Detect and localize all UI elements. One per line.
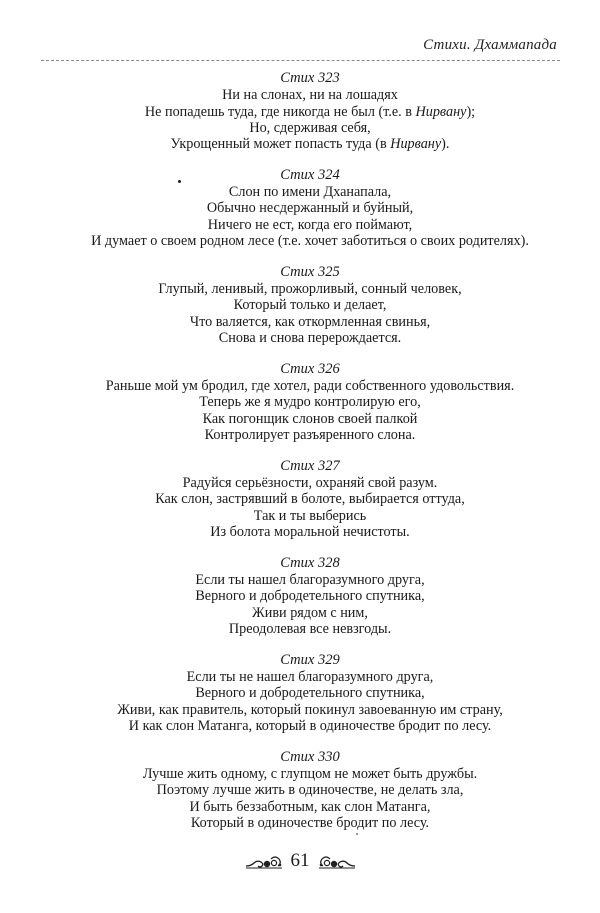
page-footer — [0, 848, 600, 878]
verse-line — [60, 136, 560, 152]
verse-line: Радуйся серьёзности, охраняй свой разум. — [182, 475, 438, 492]
verse-line: Как слон, застрявший в болоте, выбирается оттуда, — [155, 491, 465, 508]
verse-line: Снова и снова перерождается. — [218, 330, 402, 347]
verse-block — [60, 70, 560, 152]
verse-line-text: Укрощенный может попасть туда (в — [170, 136, 391, 153]
print-speck — [356, 833, 358, 835]
verse-line: Но, сдерживая себя, — [249, 119, 371, 136]
verse-title: Стих 326 — [280, 360, 340, 377]
running-header: Стихи. Дхаммапада — [423, 37, 557, 53]
verse-line: Который только и делает, — [233, 297, 387, 314]
verse-line: Если ты нашел благоразумного друга, — [195, 572, 425, 589]
verse-block — [60, 555, 560, 637]
verse-line: Глупый, ленивый, прожорливый, сонный человек, — [158, 281, 462, 298]
verse-line: И быть беззаботным, как слон Матанга, — [189, 798, 431, 815]
verse-line: Обычно несдержанный и буйный, — [206, 200, 414, 217]
verse-line: Живи рядом с ним, — [252, 604, 368, 621]
verse-block — [60, 458, 560, 540]
verse-line: Поэтому лучше жить в одиночестве, не делать зла, — [156, 782, 464, 799]
verse-line: Как погонщик слонов своей палкой — [202, 410, 418, 427]
verse-line: Что валяется, как откормленная свинья, — [189, 313, 431, 330]
right-ornament-icon — [318, 854, 356, 870]
verse-line: Так и ты выберись — [253, 507, 367, 524]
verse-title: Стих 324 — [280, 166, 340, 183]
verse-title: Стих 328 — [280, 554, 340, 571]
verse-line-emphasis: Нирвану — [415, 103, 467, 120]
verse-title: Стих 325 — [280, 263, 340, 280]
verse-line: Лучше жить одному, с глупцом не может быть дружбы. — [142, 766, 478, 783]
verse-line: Слон по имени Дханапала, — [228, 184, 392, 201]
verse-block — [60, 652, 560, 734]
verse-line: Из болота моральной нечистоты. — [210, 524, 410, 541]
verse-line — [60, 104, 560, 120]
verse-line: И думает о своем родном лесе (т.е. хочет заботиться о своих родителях). — [91, 233, 529, 250]
verse-line: Преодолевая все невзгоды. — [228, 621, 392, 638]
verse-block — [60, 361, 560, 443]
verse-block — [60, 167, 560, 249]
verse-line: Ничего не ест, когда его поймают, — [207, 216, 413, 233]
verse-line: Живи, как правитель, который покинул завоеванную им страну, — [117, 701, 503, 718]
verse-line: Который в одиночестве бродит по лесу. — [190, 814, 430, 831]
verse-block — [60, 264, 560, 346]
verse-line-text: ); — [466, 103, 476, 120]
verse-line-text: ). — [441, 136, 450, 153]
verse-line: Если ты не нашел благоразумного друга, — [186, 669, 434, 686]
verses-body — [60, 70, 560, 846]
verse-line: Контролирует разъяренного слона. — [204, 427, 416, 444]
verse-block — [60, 749, 560, 831]
verse-title: Стих 327 — [280, 457, 340, 474]
verse-title: Стих 329 — [280, 651, 340, 668]
verse-title: Стих 323 — [280, 70, 340, 86]
header-rule — [41, 60, 560, 61]
verse-line: Теперь же я мудро контролирую его, — [199, 394, 421, 411]
verse-title: Стих 330 — [280, 748, 340, 765]
verse-line-text: Не попадешь туда, где никогда не был (т.е. в — [144, 103, 416, 120]
verse-line: Раньше мой ум бродил, где хотел, ради собственного удовольствия. — [105, 378, 515, 395]
print-speck — [178, 180, 181, 183]
verse-line: Верного и добродетельного спутника, — [195, 588, 425, 605]
verse-line: Верного и добродетельного спутника, — [195, 685, 425, 702]
verse-line: Ни на слонах, ни на лошадях — [222, 87, 398, 104]
page-number: 61 — [290, 850, 310, 871]
verse-line-emphasis: Нирвану — [390, 136, 442, 153]
verse-line: И как слон Матанга, который в одиночестве бродит по лесу. — [128, 718, 492, 734]
